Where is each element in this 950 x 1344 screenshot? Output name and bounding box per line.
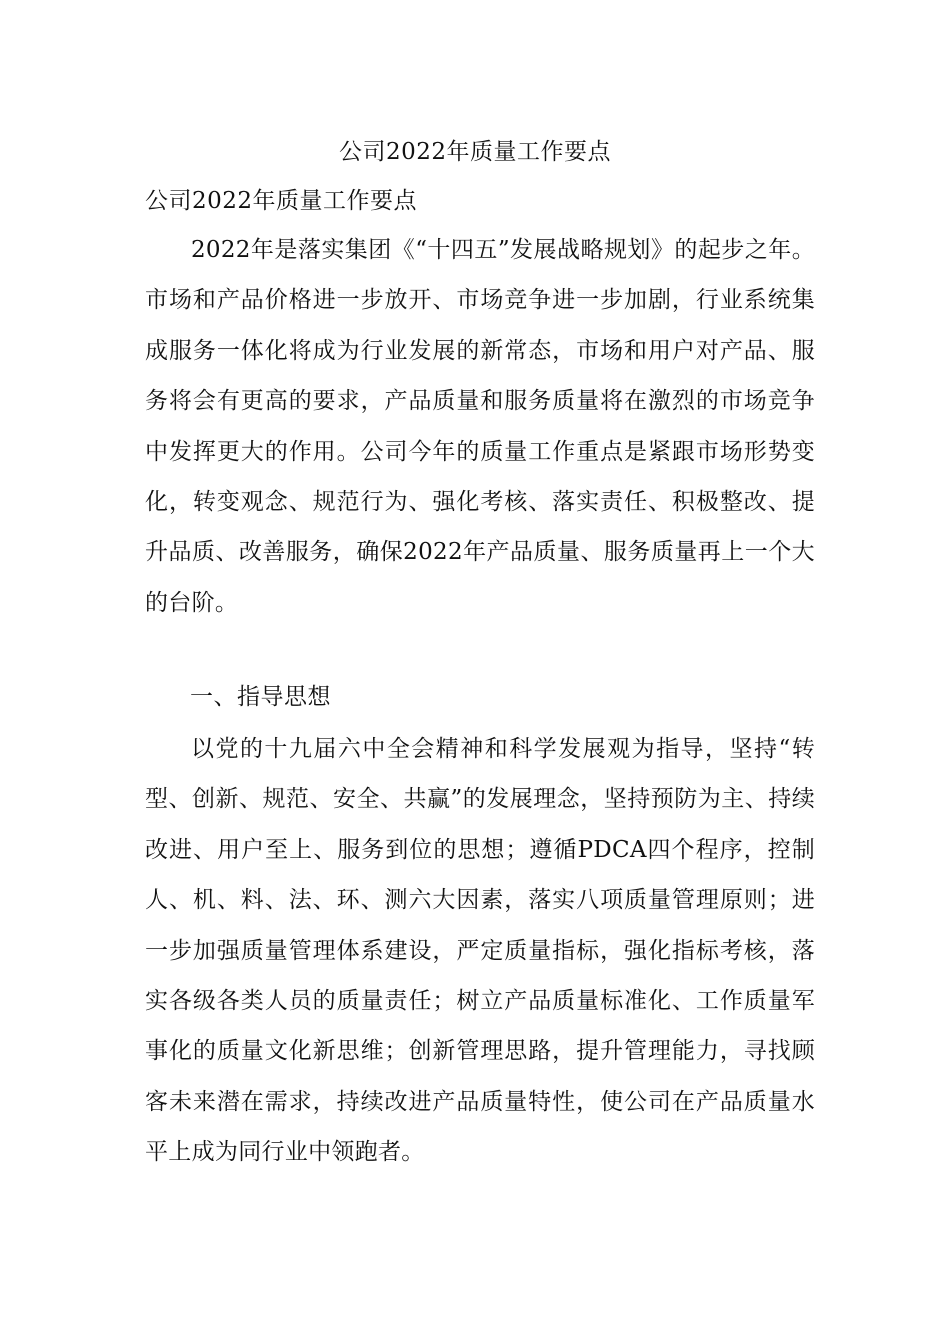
intro-paragraph: 2022年是落实集团《“十四五”发展战略规划》的起步之年。市场和产品价格进一步放开、市场竞争进一步加剧，行业系统集成服务一体化将成为行业发展的新常态，市场和用户对产品、服务将会有更高的要求，产品质量和服务质量将在激烈的市场竞争中发挥更大的作用。公司今年的质量工作重点是紧跟市场形势变化，转变观念、规范行为、强化考核、落实责任、积极整改、提升品质、改善服务，确保2022年产品质量、服务质量再上一个大的台阶。: [145, 237, 815, 616]
document-subtitle: 公司2022年质量工作要点: [145, 188, 418, 214]
section-heading-guiding-ideology: 一、指导思想: [190, 684, 331, 710]
section-paragraph-guiding-ideology: 以党的十九届六中全会精神和科学发展观为指导，坚持“转型、创新、规范、安全、共赢”的发展理念，坚持预防为主、持续改进、用户至上、服务到位的思想；遵循PDCA四个程序，控制人、机、料、法、环、测六大因素，落实八项质量管理原则；进一步加强质量管理体系建设，严定质量指标，强化指标考核，落实各级各类人员的质量责任；树立产品质量标准化、工作质量军事化的质量文化新思维；创新管理思路，提升管理能力，寻找顾客未来潜在需求，持续改进产品质量特性，使公司在产品质量水平上成为同行业中领跑者。: [145, 736, 815, 1166]
document-title: 公司2022年质量工作要点: [338, 139, 612, 165]
